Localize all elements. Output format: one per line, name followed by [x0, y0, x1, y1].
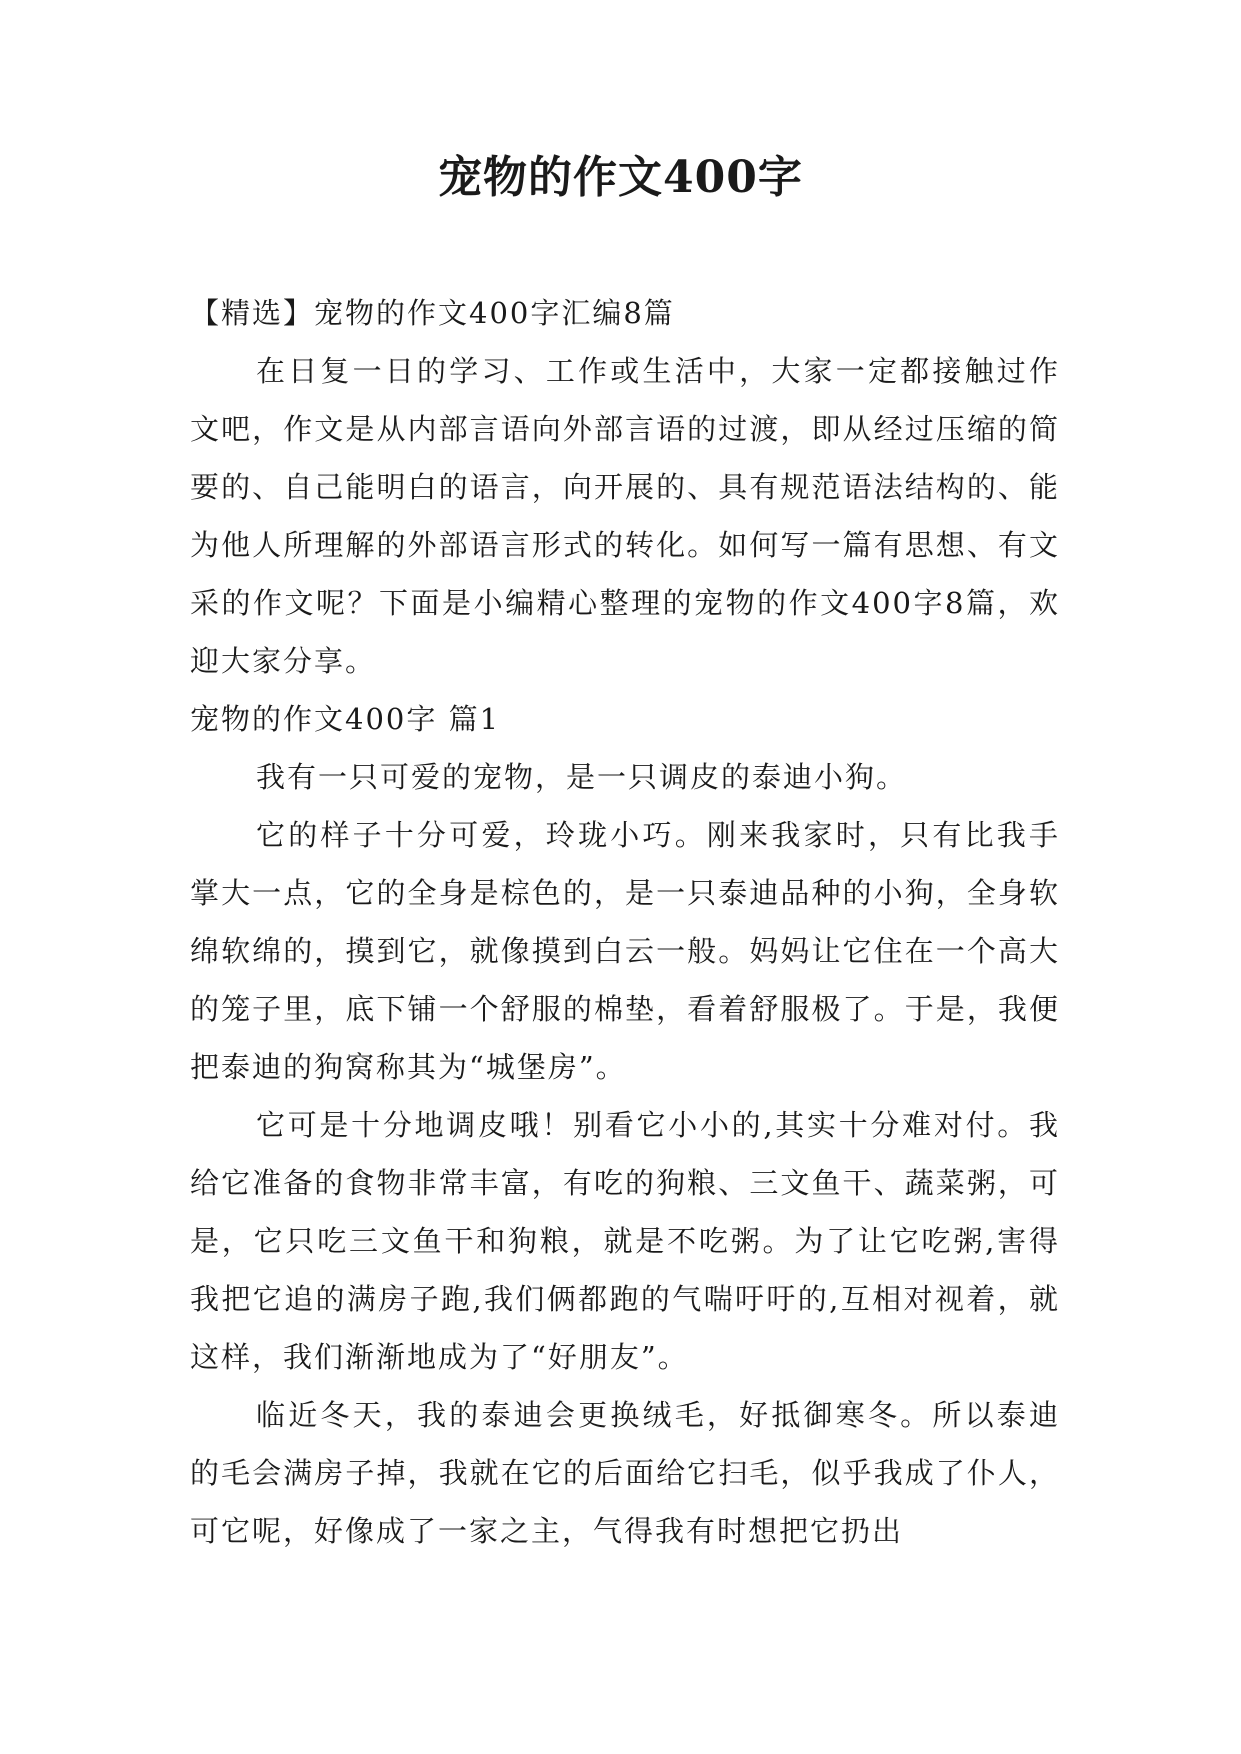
document-body — [190, 284, 1060, 1560]
body-paragraph: 它的样子十分可爱，玲珑小巧。刚来我家时，只有比我手掌大一点，它的全身是棕色的，是一只泰迪品种的小狗，全身软绵软绵的，摸到它，就像摸到白云一般。妈妈让它住在一个高大的笼子里，底下铺一个舒服的棉垫，看着舒服极了。于是，我便把泰迪的狗窝称其为“城堡房”。 — [190, 818, 1060, 1084]
body-paragraph: 临近冬天，我的泰迪会更换绒毛，好抵御寒冬。所以泰迪的毛会满房子掉，我就在它的后面给它扫毛，似乎我成了仆人，可它呢，好像成了一家之主，气得我有时想把它扔出 — [190, 1398, 1060, 1548]
document-subtitle: 【精选】宠物的作文400字汇编8篇 — [190, 296, 675, 330]
body-paragraph: 我有一只可爱的宠物，是一只调皮的泰迪小狗。 — [256, 760, 908, 794]
intro-paragraph: 在日复一日的学习、工作或生活中，大家一定都接触过作文吧，作文是从内部言语向外部言语的过渡，即从经过压缩的简要的、自己能明白的语言，向开展的、具有规范语法结构的、能为他人所理解的外部语言形式的转化。如何写一篇有思想、有文采的作文呢？下面是小编精心整理的宠物的作文400字8篇，欢迎大家分享。 — [190, 354, 1060, 678]
body-paragraph: 它可是十分地调皮哦！别看它小小的,其实十分难对付。我给它准备的食物非常丰富，有吃的狗粮、三文鱼干、蔬菜粥，可是，它只吃三文鱼干和狗粮，就是不吃粥。为了让它吃粥,害得我把它追的满房子跑,我们俩都跑的气喘吁吁的,互相对视着，就这样，我们渐渐地成为了“好朋友”。 — [190, 1108, 1060, 1374]
page-title: 宠物的作文400字 — [438, 152, 803, 203]
section-heading: 宠物的作文400字 篇1 — [190, 702, 501, 736]
